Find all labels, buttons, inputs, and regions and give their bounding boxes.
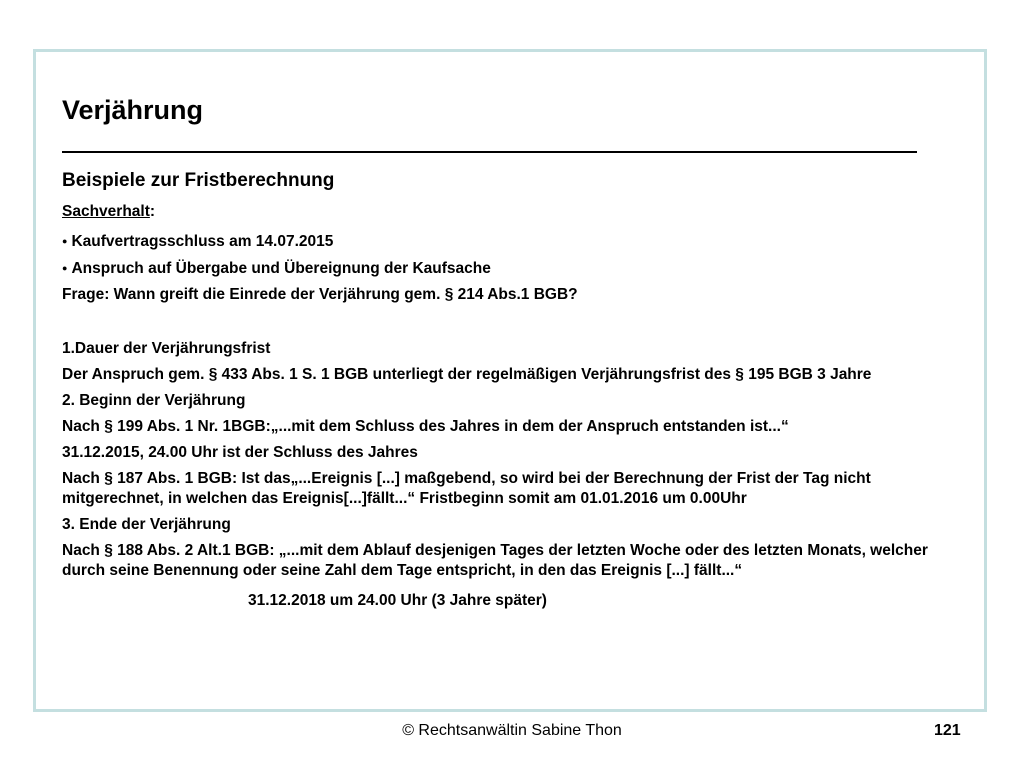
spacer [62, 305, 967, 325]
bullet-text: Anspruch auf Übergabe und Übereignung der Kaufsache [71, 260, 491, 277]
slide-title: Verjährung [62, 95, 204, 125]
sachverhalt-heading [62, 202, 967, 222]
section-1-heading: 1.Dauer der Verjährungsfrist [62, 340, 271, 357]
question-text: Frage: Wann greift die Einrede der Verjährung gem. § 214 Abs.1 BGB? [62, 286, 578, 303]
bullet-text: Kaufvertragsschluss am 14.07.2015 [71, 233, 334, 250]
slide-content [62, 94, 967, 611]
sachverhalt-colon: : [149, 203, 156, 220]
sachverhalt-label: Sachverhalt [62, 203, 150, 220]
bullet-item [62, 258, 967, 279]
title-divider [62, 151, 917, 153]
section-1-text: Der Anspruch gem. § 433 Abs. 1 S. 1 BGB unterliegt der regelmäßigen Verjährungsfrist des § 195 BGB 3 Jahre [62, 366, 872, 383]
section-2-date: 31.12.2015, 24.00 Uhr ist der Schluss des Jahres [62, 444, 418, 461]
slide-subtitle: Beispiele zur Fristberechnung [62, 170, 335, 191]
section-2-heading: 2. Beginn der Verjährung [62, 392, 246, 409]
section-3-result: 31.12.2018 um 24.00 Uhr (3 Jahre später) [248, 592, 547, 609]
section-3-text: Nach § 188 Abs. 2 Alt.1 BGB: „...mit dem Ablauf desjenigen Tages der letzten Woche oder des letzten Monats, welcher durch seine Benennung oder seine Zahl dem Tage entspricht, in den das Ereignis [...] fällt...“ [62, 542, 928, 579]
page-number: 121 [934, 722, 961, 739]
bullet-item [62, 231, 967, 252]
section-2-text2: Nach § 187 Abs. 1 BGB: Ist das„...Ereignis [...] maßgebend, so wird bei der Berechnung der Frist der Tag nicht mitgerechnet, in welchen das Ereignis[...]fällt...“ Fristbeginn somit am 01.01.2016 um 0.00Uhr [62, 470, 871, 507]
section-3-heading: 3. Ende der Verjährung [62, 516, 231, 533]
section-2-text: Nach § 199 Abs. 1 Nr. 1BGB:„...mit dem Schluss des Jahres in dem der Anspruch entstanden ist...“ [62, 418, 789, 435]
footer-copyright: © Rechtsanwältin Sabine Thon [402, 722, 622, 739]
